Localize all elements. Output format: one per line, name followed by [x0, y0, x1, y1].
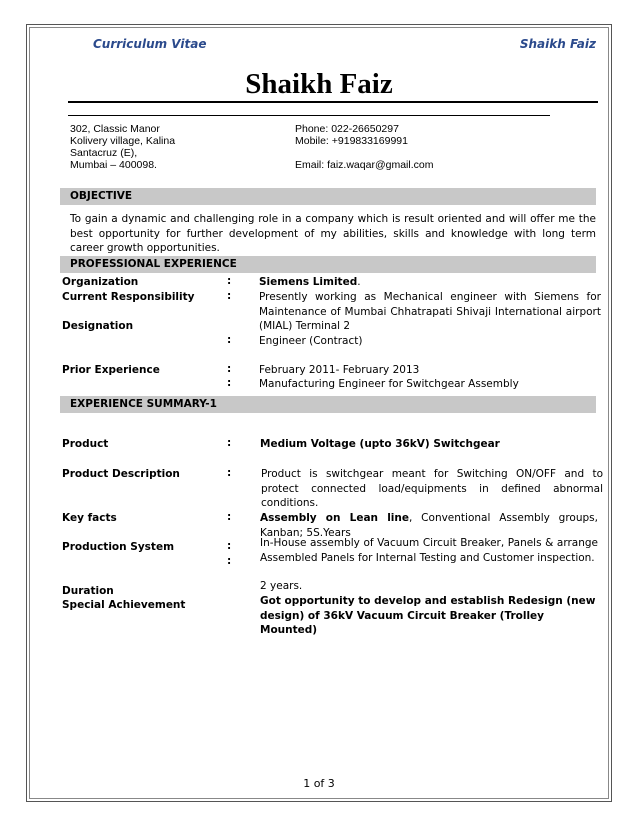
- email: Email: faiz.waqar@gmail.com: [295, 159, 434, 171]
- phone: Phone: 022-26650297: [295, 123, 399, 135]
- section-professional-experience: [60, 256, 596, 273]
- description-value: Product is switchgear meant for Switching ON/OFF and to protect connected load/equipments in defined abnormal conditions.: [261, 468, 603, 509]
- address-block: [70, 123, 175, 171]
- mobile: Mobile: +919833169991: [295, 135, 408, 147]
- resp-value: Presently working as Mechanical engineer with Siemens for Maintenance of Mumbai Chhatrapati Shivaji International airport (MIAL) Terminal 2: [259, 291, 601, 332]
- description-label: Product Description: [62, 468, 180, 480]
- designation-label: Designation: [62, 320, 134, 332]
- colon: :: [227, 467, 232, 479]
- production-label: Production System: [62, 541, 175, 553]
- colon: :: [227, 511, 232, 523]
- colon: :: [227, 290, 232, 302]
- contact-block: [295, 123, 433, 171]
- prior-value-role: Manufacturing Engineer for Switchgear Assembly: [259, 378, 519, 390]
- section-objective: [60, 188, 596, 205]
- page-number: 1 of 3: [303, 777, 335, 790]
- resp-label: Current Responsibility: [62, 291, 195, 303]
- colon: :: [227, 334, 232, 346]
- product-label: Product: [62, 438, 109, 450]
- keyfacts-value: Assembly on Lean line, Conventional Assembly groups, Kanban; 5S.Years: [260, 512, 598, 539]
- keyfacts-label: Key facts: [62, 512, 117, 524]
- org-value: Siemens Limited.: [259, 276, 361, 288]
- achievement-label: Special Achievement: [62, 599, 186, 611]
- header-left: Curriculum Vitae: [93, 37, 207, 51]
- colon: :: [227, 437, 232, 449]
- section-title: EXPERIENCE SUMMARY-1: [70, 398, 217, 410]
- org-label: Organization: [62, 276, 139, 288]
- colon: :: [227, 555, 232, 567]
- colon: :: [227, 363, 232, 375]
- colon: :: [227, 540, 232, 552]
- address-line: Santacruz (E),: [70, 147, 138, 159]
- duration-value: 2 years.: [260, 580, 303, 592]
- candidate-name: Shaikh Faiz: [245, 68, 393, 100]
- designation-value: Engineer (Contract): [259, 335, 363, 347]
- colon: :: [227, 377, 232, 389]
- divider-thin: [68, 115, 550, 116]
- objective-text: To gain a dynamic and challenging role in a company which is result oriented and will offer me the best opportunity for further development of my abilities, skills and knowledge with long term career growth opportunities.: [70, 213, 596, 254]
- prior-value-dates: February 2011- February 2013: [259, 364, 420, 376]
- production-value: In-House assembly of Vacuum Circuit Breaker, Panels & arrange Assembled Panels for Internal Testing and Customer inspection.: [260, 537, 598, 564]
- address-line: Kolivery village, Kalina: [70, 135, 176, 147]
- colon: :: [227, 275, 232, 287]
- address-line: 302, Classic Manor: [70, 123, 160, 135]
- address-line: Mumbai – 400098.: [70, 159, 157, 171]
- prior-label: Prior Experience: [62, 364, 160, 376]
- header-right: Shaikh Faiz: [519, 37, 596, 51]
- divider-thick: [68, 101, 598, 103]
- achievement-value: Got opportunity to develop and establish Redesign (new design) of 36kV Vacuum Circuit Breaker (Trolley Mounted): [260, 595, 596, 636]
- section-experience-summary: [60, 396, 596, 413]
- product-value: Medium Voltage (upto 36kV) Switchgear: [260, 438, 500, 450]
- section-title: OBJECTIVE: [70, 190, 133, 202]
- section-title: PROFESSIONAL EXPERIENCE: [70, 258, 237, 270]
- duration-label: Duration: [62, 585, 114, 597]
